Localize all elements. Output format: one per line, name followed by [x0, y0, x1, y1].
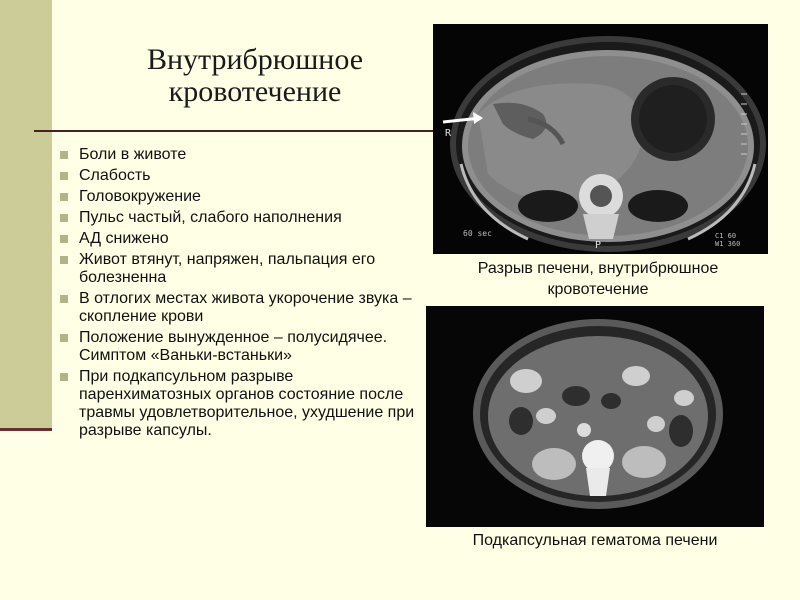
list-item: При подкапсульном разрыве паренхиматозных органов состояние после травмы удовлетворительное, ухудшение при разрыве капсулы. [60, 368, 420, 440]
bullet-square-icon [60, 334, 68, 342]
bullet-square-icon [60, 235, 68, 243]
ct-scan-subcapsular-hematoma [426, 306, 764, 527]
title-line-2: кровотечение [168, 75, 342, 108]
ct-window: W1 360 [715, 240, 741, 248]
caption-subcapsular-hematoma: Подкапсульная гематома печени [472, 532, 718, 549]
list-item: Головокружение [60, 188, 420, 206]
bullet-square-icon [60, 151, 68, 159]
bullet-square-icon [60, 295, 68, 303]
slide-title [90, 44, 420, 108]
ct-scan-time: 60 sec [463, 229, 492, 238]
list-item: Боли в животе [60, 146, 420, 164]
ct-orientation-bottom: P [595, 240, 602, 251]
list-item: В отлогих местах живота укорочение звука – скопление крови [60, 290, 420, 326]
bullet-square-icon [60, 373, 68, 381]
left-accent-band [0, 0, 52, 428]
bullet-square-icon [60, 172, 68, 180]
list-item: АД снижено [60, 230, 420, 248]
ct-orientation-left: R [445, 128, 452, 139]
bullet-square-icon [60, 214, 68, 222]
ct-level: C1 60 [715, 232, 737, 240]
bullet-square-icon [60, 193, 68, 201]
caption-liver-rupture: Разрыв печени, внутрибрюшное кровотечение [477, 260, 719, 298]
bullet-square-icon [60, 256, 68, 264]
ct-scan-liver-rupture [433, 24, 768, 254]
list-item: Пульс частый, слабого наполнения [60, 209, 420, 227]
symptom-list [60, 146, 420, 443]
list-item: Положение вынужденное – полусидячее. Симптом «Ваньки-встаньки» [60, 329, 420, 365]
left-band-underline [0, 428, 52, 431]
list-item: Живот втянут, напряжен, пальпация его болезненна [60, 251, 420, 287]
title-line-1: Внутрибрюшное [146, 43, 364, 76]
list-item: Слабость [60, 167, 420, 185]
title-divider [34, 130, 434, 132]
